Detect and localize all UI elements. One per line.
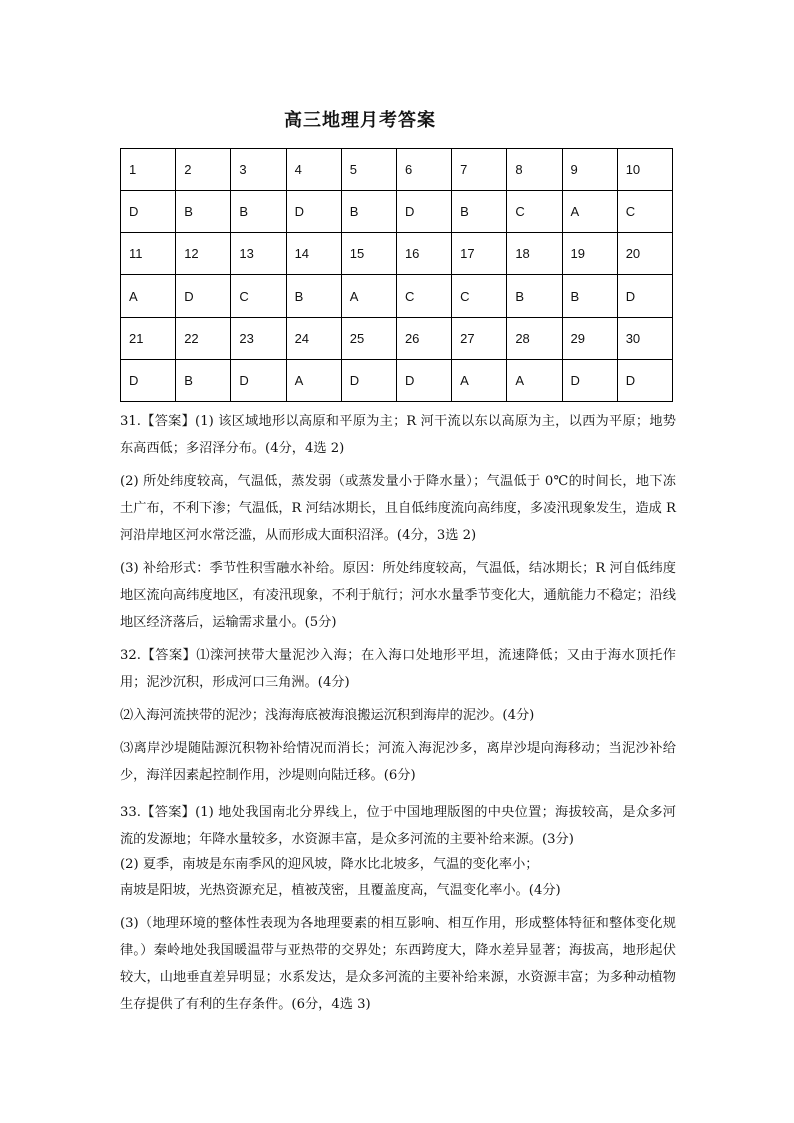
question-number-cell: 3 <box>231 149 286 191</box>
question-number-cell: 25 <box>341 317 396 359</box>
answer-cell: D <box>396 191 451 233</box>
answer-cell: D <box>231 359 286 401</box>
answer-cell: D <box>396 359 451 401</box>
answer-cell: C <box>452 275 507 317</box>
q32-part2: ⑵入海河流挟带的泥沙；浅海海底被海浪搬运沉积到海岸的泥沙。(4分) <box>120 708 535 723</box>
answer-cell: C <box>507 191 562 233</box>
question-number-row <box>121 317 673 359</box>
q31-part3: (3) 补给形式：季节性积雪融水补给。原因：所处纬度较高，气温低，结冰期长；R 河自低纬度地区流向高纬度地区，有凌汛现象，不利于航行；河水水量季节变化大，通航能力不稳定；沿线地区经济落后，运输需求量小。(5分) <box>120 561 676 630</box>
question-number-cell: 21 <box>121 317 176 359</box>
answer-cell: C <box>617 191 672 233</box>
answer-row <box>121 359 673 401</box>
question-number-cell: 17 <box>452 233 507 275</box>
q33-part2b: 南坡是阳坡，光热资源充足，植被茂密，且覆盖度高，气温变化率小。(4分) <box>120 883 561 898</box>
question-number-cell: 24 <box>286 317 341 359</box>
question-number-cell: 20 <box>617 233 672 275</box>
question-number-cell: 19 <box>562 233 617 275</box>
answer-cell: D <box>176 275 231 317</box>
q33-part1: 33.【答案】(1) 地处我国南北分界线上，位于中国地理版图的中央位置；海拔较高，是众多河流的发源地；年降水量较多，水资源丰富，是众多河流的主要补给来源。(3分) <box>120 805 676 847</box>
answer-cell: B <box>286 275 341 317</box>
question-number-cell: 9 <box>562 149 617 191</box>
question-number-row <box>121 233 673 275</box>
question-number-cell: 8 <box>507 149 562 191</box>
question-number-cell: 30 <box>617 317 672 359</box>
answer-cell: B <box>452 191 507 233</box>
answer-cell: D <box>121 359 176 401</box>
answer-cell: A <box>562 191 617 233</box>
answer-cell: D <box>617 359 672 401</box>
answer-cell: B <box>176 359 231 401</box>
answer-cell: C <box>231 275 286 317</box>
answer-cell: C <box>396 275 451 317</box>
answer-cell: A <box>286 359 341 401</box>
answer-row <box>121 191 673 233</box>
answer-cell: B <box>231 191 286 233</box>
answer-cell: D <box>341 359 396 401</box>
answer-cell: B <box>507 275 562 317</box>
answer-table <box>120 148 673 402</box>
question-number-cell: 23 <box>231 317 286 359</box>
question-number-cell: 7 <box>452 149 507 191</box>
question-number-cell: 26 <box>396 317 451 359</box>
answer-cell: D <box>286 191 341 233</box>
question-number-cell: 4 <box>286 149 341 191</box>
answer-cell: B <box>562 275 617 317</box>
q32-part3: ⑶离岸沙堤随陆源沉积物补给情况而消长；河流入海泥沙多，离岸沙堤向海移动；当泥沙补给少，海洋因素起控制作用，沙堤则向陆迁移。(6分) <box>120 741 676 783</box>
question-number-cell: 12 <box>176 233 231 275</box>
question-number-cell: 29 <box>562 317 617 359</box>
answer-cell: D <box>121 191 176 233</box>
question-number-cell: 28 <box>507 317 562 359</box>
answer-cell: B <box>176 191 231 233</box>
q31-part2: (2) 所处纬度较高，气温低，蒸发弱（或蒸发量小于降水量）；气温低于 0℃的时间长，地下冻土广布，不利下渗；气温低，R 河结冰期长，且自低纬度流向高纬度，多凌汛现象发生，造成 R 河沿岸地区河水常泛滥，从而形成大面积沼泽。(4分，3选 2) <box>120 474 676 543</box>
question-number-cell: 14 <box>286 233 341 275</box>
question-number-cell: 6 <box>396 149 451 191</box>
answer-row <box>121 275 673 317</box>
question-number-cell: 22 <box>176 317 231 359</box>
answer-cell: A <box>121 275 176 317</box>
question-number-cell: 1 <box>121 149 176 191</box>
q32-part1: 32.【答案】⑴滦河挟带大量泥沙入海；在入海口处地形平坦，流速降低；又由于海水顶托作用；泥沙沉积，形成河口三角洲。(4分) <box>120 648 676 690</box>
question-number-cell: 11 <box>121 233 176 275</box>
page-title: 高三地理月考答案 <box>284 110 436 131</box>
answer-cell: A <box>341 275 396 317</box>
answer-cell: A <box>452 359 507 401</box>
question-number-cell: 10 <box>617 149 672 191</box>
answer-body <box>120 408 676 1018</box>
question-number-cell: 2 <box>176 149 231 191</box>
question-number-cell: 15 <box>341 233 396 275</box>
q33-part3: (3)（地理环境的整体性表现为各地理要素的相互影响、相互作用，形成整体特征和整体变化规律。）秦岭地处我国暖温带与亚热带的交界处；东西跨度大，降水差异显著；海拔高，地形起伏较大，山地垂直差异明显；水系发达，是众多河流的主要补给来源，水资源丰富；为多种动植物生存提供了有利的生存条件。(6分，4选 3) <box>120 916 676 1012</box>
answer-cell: D <box>562 359 617 401</box>
q33-part2a: (2) 夏季，南坡是东南季风的迎风坡，降水比北坡多，气温的变化率小； <box>120 857 539 872</box>
answer-cell: D <box>617 275 672 317</box>
answer-cell: B <box>341 191 396 233</box>
question-number-cell: 5 <box>341 149 396 191</box>
q31-part1: 31.【答案】(1) 该区域地形以高原和平原为主；R 河干流以东以高原为主，以西为平原；地势东高西低；多沼泽分布。(4分，4选 2) <box>120 414 676 456</box>
question-number-row <box>121 149 673 191</box>
question-number-cell: 18 <box>507 233 562 275</box>
answer-cell: A <box>507 359 562 401</box>
question-number-cell: 13 <box>231 233 286 275</box>
question-number-cell: 27 <box>452 317 507 359</box>
question-number-cell: 16 <box>396 233 451 275</box>
